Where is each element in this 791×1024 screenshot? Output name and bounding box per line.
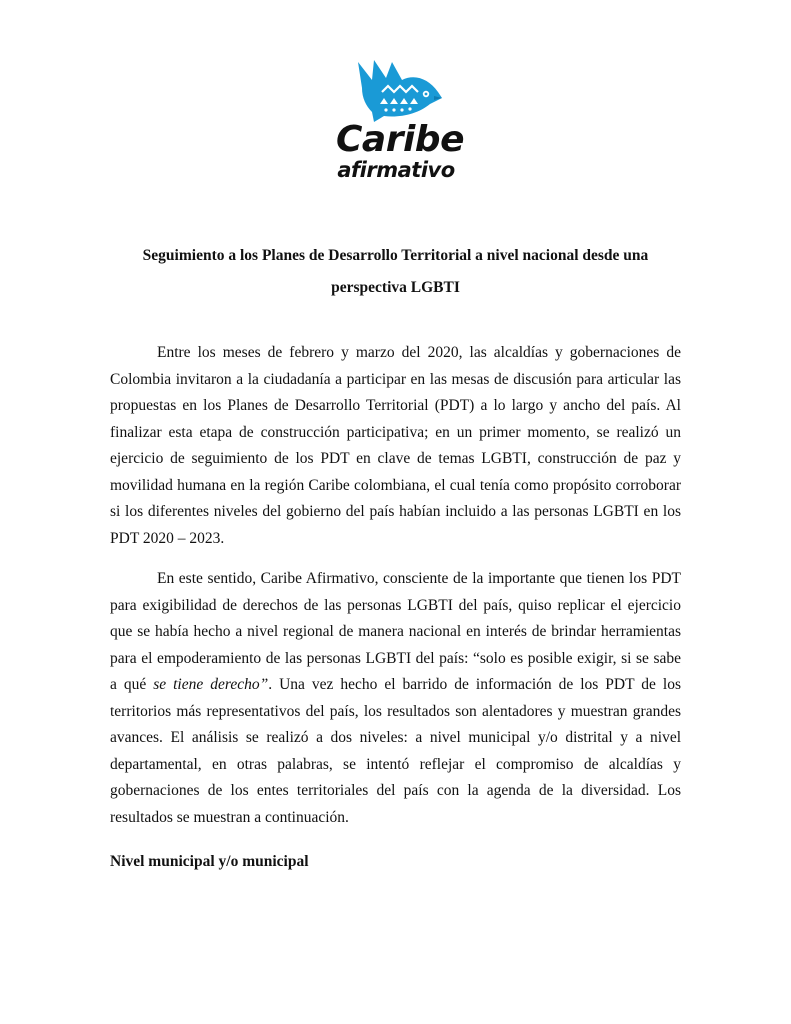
caribe-afirmativo-logo <box>336 58 464 193</box>
paragraph-2-text-start: En este sentido, Caribe Afirmativo, consciente de la importante que tienen los PDT para exigibilidad de derechos de las personas LGBTI del país, quiso replicar el ejercicio que se había hecho a nivel regional de manera nacional en interés de brindar herramientas para el empoderamiento de las personas LGBTI del país: “solo es posible exigir, si se sabe a qué <box>110 570 681 693</box>
section-heading: Nivel municipal y/o municipal <box>110 853 309 870</box>
logo-text-caribe: Caribe <box>336 119 464 160</box>
document-title: Seguimiento a los Planes de Desarrollo Territorial a nivel nacional desde una perspectiva LGBTI <box>142 247 649 296</box>
paragraph-2 <box>110 566 681 831</box>
bird-logo-icon <box>352 58 444 124</box>
paragraph-1: Entre los meses de febrero y marzo del 2020, las alcaldías y gobernaciones de Colombia invitaron a la ciudadanía a participar en las mesas de discusión para articular las propuestas en los Planes de Desarrollo Territorial (PDT) a lo largo y ancho del país. Al finalizar esta etapa de construcción participativa; en un primer momento, se realizó un ejercicio de seguimiento de los PDT en clave de temas LGBTI, construcción de paz y movilidad humana en la región Caribe colombiana, el cual tenía como propósito corroborar si los diferentes niveles del gobierno del país habían incluido a las personas LGBTI en los PDT 2020 – 2023. <box>110 344 681 547</box>
paragraph-2-italic-quote: se tiene derecho” <box>153 676 269 693</box>
logo-text-afirmativo: afirmativo <box>337 158 455 182</box>
paragraph-2-text-end: . Una vez hecho el barrido de información de los PDT de los territorios más representativos del país, los resultados son alentadores y muestran grandes avances. El análisis se realizó a dos niveles: a nivel municipal y/o distrital y a nivel departamental, en otras palabras, se intentó reflejar el compromiso de alcaldías y gobernaciones de los entes territoriales del país con la agenda de la diversidad. Los resultados se muestran a continuación. <box>110 676 681 826</box>
